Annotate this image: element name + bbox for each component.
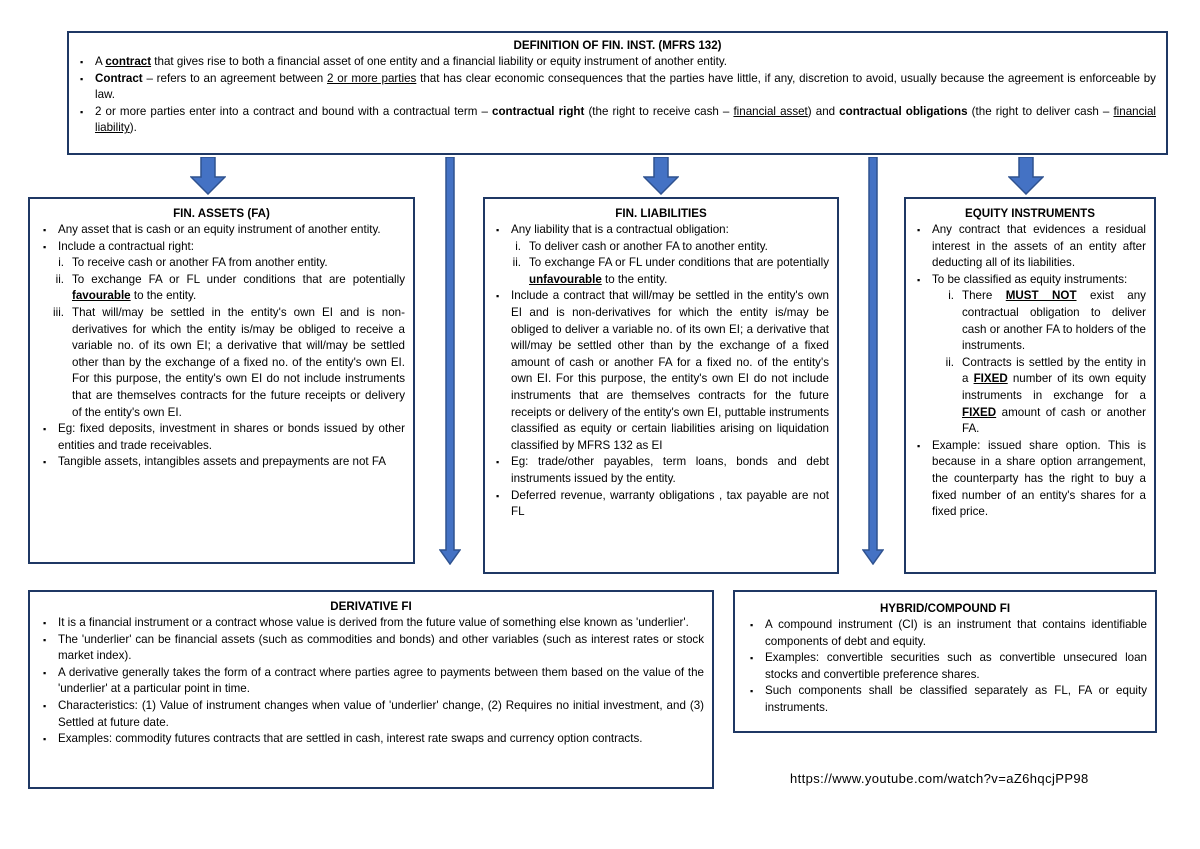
list-item: ▪ It is a financial instrument or a contract whose value is derived from the future value of something else known as 'underlier'. — [58, 615, 704, 632]
equity-instruments-title: EQUITY INSTRUMENTS — [965, 207, 1095, 220]
fin-assets-title: FIN. ASSETS (FA) — [173, 207, 270, 220]
youtube-link[interactable]: https://www.youtube.com/watch?v=aZ6hqcjPP98 — [790, 771, 1089, 786]
list-item: ▪ Eg: trade/other payables, term loans, bonds and debt instruments issued by the entity. — [511, 454, 829, 487]
arrow-down-icon — [643, 157, 679, 195]
list-item: ▪ Include a contractual right: i. To receive cash or another FA from another entity. ii. To exchange FA or FL under conditions that are potentially favourable to the entity. iii. That will/may be settled in the entity's own EI and is non-derivatives for which the entity is/may be obliged to receive a variable no. of its own EI; a derivative that will/may be settled other than by the exchange of a fixed no. of the entity's own EI. For this purpose, the entity's own EI do not include instruments that are themselves contracts for the future receipts or delivery of the entity's own EI. — [58, 239, 405, 422]
list-item: ▪ Include a contract that will/may be settled in the entity's own EI and is non-derivatives for which the entity is/may be obliged to deliver a variable no. of its own EI; a derivative that will/may be settled other than by the exchange of a fixed amount of cash or another FA for a fixed no. of the entity's own EI. For this purpose, the entity's own EI do not include instruments that are themselves contracts for the future receipts or delivery of the entity's own EI, puttable instruments classified as equity or certain liabilities arising on liquidation classified by MFRS 132 as EI — [511, 288, 829, 454]
list-item: ii. Contracts is settled by the entity in a FIXED number of its own equity instruments in exchange for a FIXED amount of cash or another FA. — [945, 355, 1147, 436]
list-item: ▪ Contract – refers to an agreement between 2 or more parties that has clear economic consequences that the parties have little, if any, discretion to avoid, usually because the agreement is enforceable by law. — [95, 71, 1156, 104]
derivative-fi-box — [28, 590, 714, 789]
list-item: ▪ Tangible assets, intangibles assets and prepayments are not FA — [58, 454, 405, 471]
list-item: ▪ To be classified as equity instruments: i. There MUST NOT exist any contractual obligation to deliver cash or another FA to holders of the instruments. ii. Contracts is settled by the entity in a FIXED number of its own equity instruments in exchange for a FIXED amount of cash or another FA. — [932, 272, 1146, 438]
hybrid-compound-fi-title: HYBRID/COMPOUND FI — [879, 602, 1011, 615]
fin-assets-list — [38, 222, 405, 471]
list-item: i. There MUST NOT exist any contractual obligation to deliver cash or another FA to holders of the instruments. — [948, 289, 1146, 353]
list-item: iii. That will/may be settled in the entity's own EI and is non-derivatives for which the entity is/may be obliged to receive a variable no. of its own EI; a derivative that will/may be settled other than by the exchange of a fixed no. of the entity's own EI. For this purpose, the entity's own EI do not include instruments that are themselves contracts for the future receipts or delivery of the entity's own EI. — [53, 305, 405, 419]
equity-instruments-box — [904, 197, 1156, 574]
list-item: ▪ A compound instrument (CI) is an instrument that contains identifiable components of debt and equity. — [765, 617, 1147, 650]
list-item: ▪ Eg: fixed deposits, investment in shares or bonds issued by other entities and trade receivables. — [58, 421, 405, 454]
list-item: ▪ Such components shall be classified separately as FL, FA or equity instruments. — [765, 683, 1147, 716]
fin-liabilities-list — [493, 222, 829, 521]
list-item: ▪ Deferred revenue, warranty obligations , tax payable are not FL — [511, 488, 829, 521]
roman-list — [38, 255, 405, 421]
arrow-down-icon — [190, 157, 226, 195]
list-item: ▪ A derivative generally takes the form of a contract where parties agree to payments between them based on the value of the 'underlier' at a particular point in time. — [58, 665, 704, 698]
definition-box — [67, 31, 1168, 155]
roman-list — [493, 239, 829, 289]
list-item: ▪ Any liability that is a contractual obligation: i. To deliver cash or another FA to another entity. ii. To exchange FA or FL under conditions that are potentially unfavourable to the entity. — [511, 222, 829, 288]
long-arrow-down-icon — [439, 157, 461, 565]
list-item: ▪ Example: issued share option. This is because in a share option arrangement, the counterparty has the right to buy a fixed number of an entity's shares for a fixed price. — [932, 438, 1146, 521]
list-item: ▪ The 'underlier' can be financial assets (such as commodities and bonds) and other variables (such as interest rates or stock market index). — [58, 632, 704, 665]
roman-list — [932, 288, 1146, 437]
fin-liabilities-box — [483, 197, 839, 574]
definition-title: DEFINITION OF FIN. INST. (MFRS 132) — [513, 39, 722, 52]
hybrid-compound-fi-box — [733, 590, 1157, 733]
list-item: ▪ Characteristics: (1) Value of instrument changes when value of 'underlier' change, (2) Requires no initial investment, and (3) Settled at future date. — [58, 698, 704, 731]
derivative-fi-title: DERIVATIVE FI — [330, 600, 412, 613]
fin-liabilities-title: FIN. LIABILITIES — [615, 207, 707, 220]
list-item: ▪ 2 or more parties enter into a contract and bound with a contractual term – contractual right (the right to receive cash – financial asset) and contractual obligations (the right to deliver cash – financial liability). — [95, 104, 1156, 137]
list-item: i. To deliver cash or another FA to another entity. — [515, 239, 768, 253]
list-item: ii. To exchange FA or FL under conditions that are potentially unfavourable to the entity. — [512, 256, 829, 286]
equity-list — [914, 222, 1146, 521]
list-item: ii. To exchange FA or FL under conditions that are potentially favourable to the entity. — [55, 272, 405, 303]
list-item: ▪ Examples: convertible securities such as convertible unsecured loan stocks and convertible preference shares. — [765, 650, 1147, 683]
list-item: i. To receive cash or another FA from another entity. — [58, 256, 328, 270]
arrow-down-icon — [1008, 157, 1044, 195]
definition-list — [79, 54, 1156, 137]
fin-assets-box — [28, 197, 415, 564]
list-item: ▪ Any contract that evidences a residual interest in the assets of an entity after deducting all of its liabilities. — [932, 222, 1146, 272]
hybrid-list — [743, 617, 1147, 717]
list-item: ▪ Any asset that is cash or an equity instrument of another entity. — [58, 222, 405, 239]
long-arrow-down-icon — [862, 157, 884, 565]
derivative-list — [38, 615, 704, 748]
list-item: ▪ A contract that gives rise to both a financial asset of one entity and a financial liability or equity instrument of another entity. — [95, 54, 1156, 71]
list-item: ▪ Examples: commodity futures contracts that are settled in cash, interest rate swaps and currency option contracts. — [58, 731, 704, 748]
